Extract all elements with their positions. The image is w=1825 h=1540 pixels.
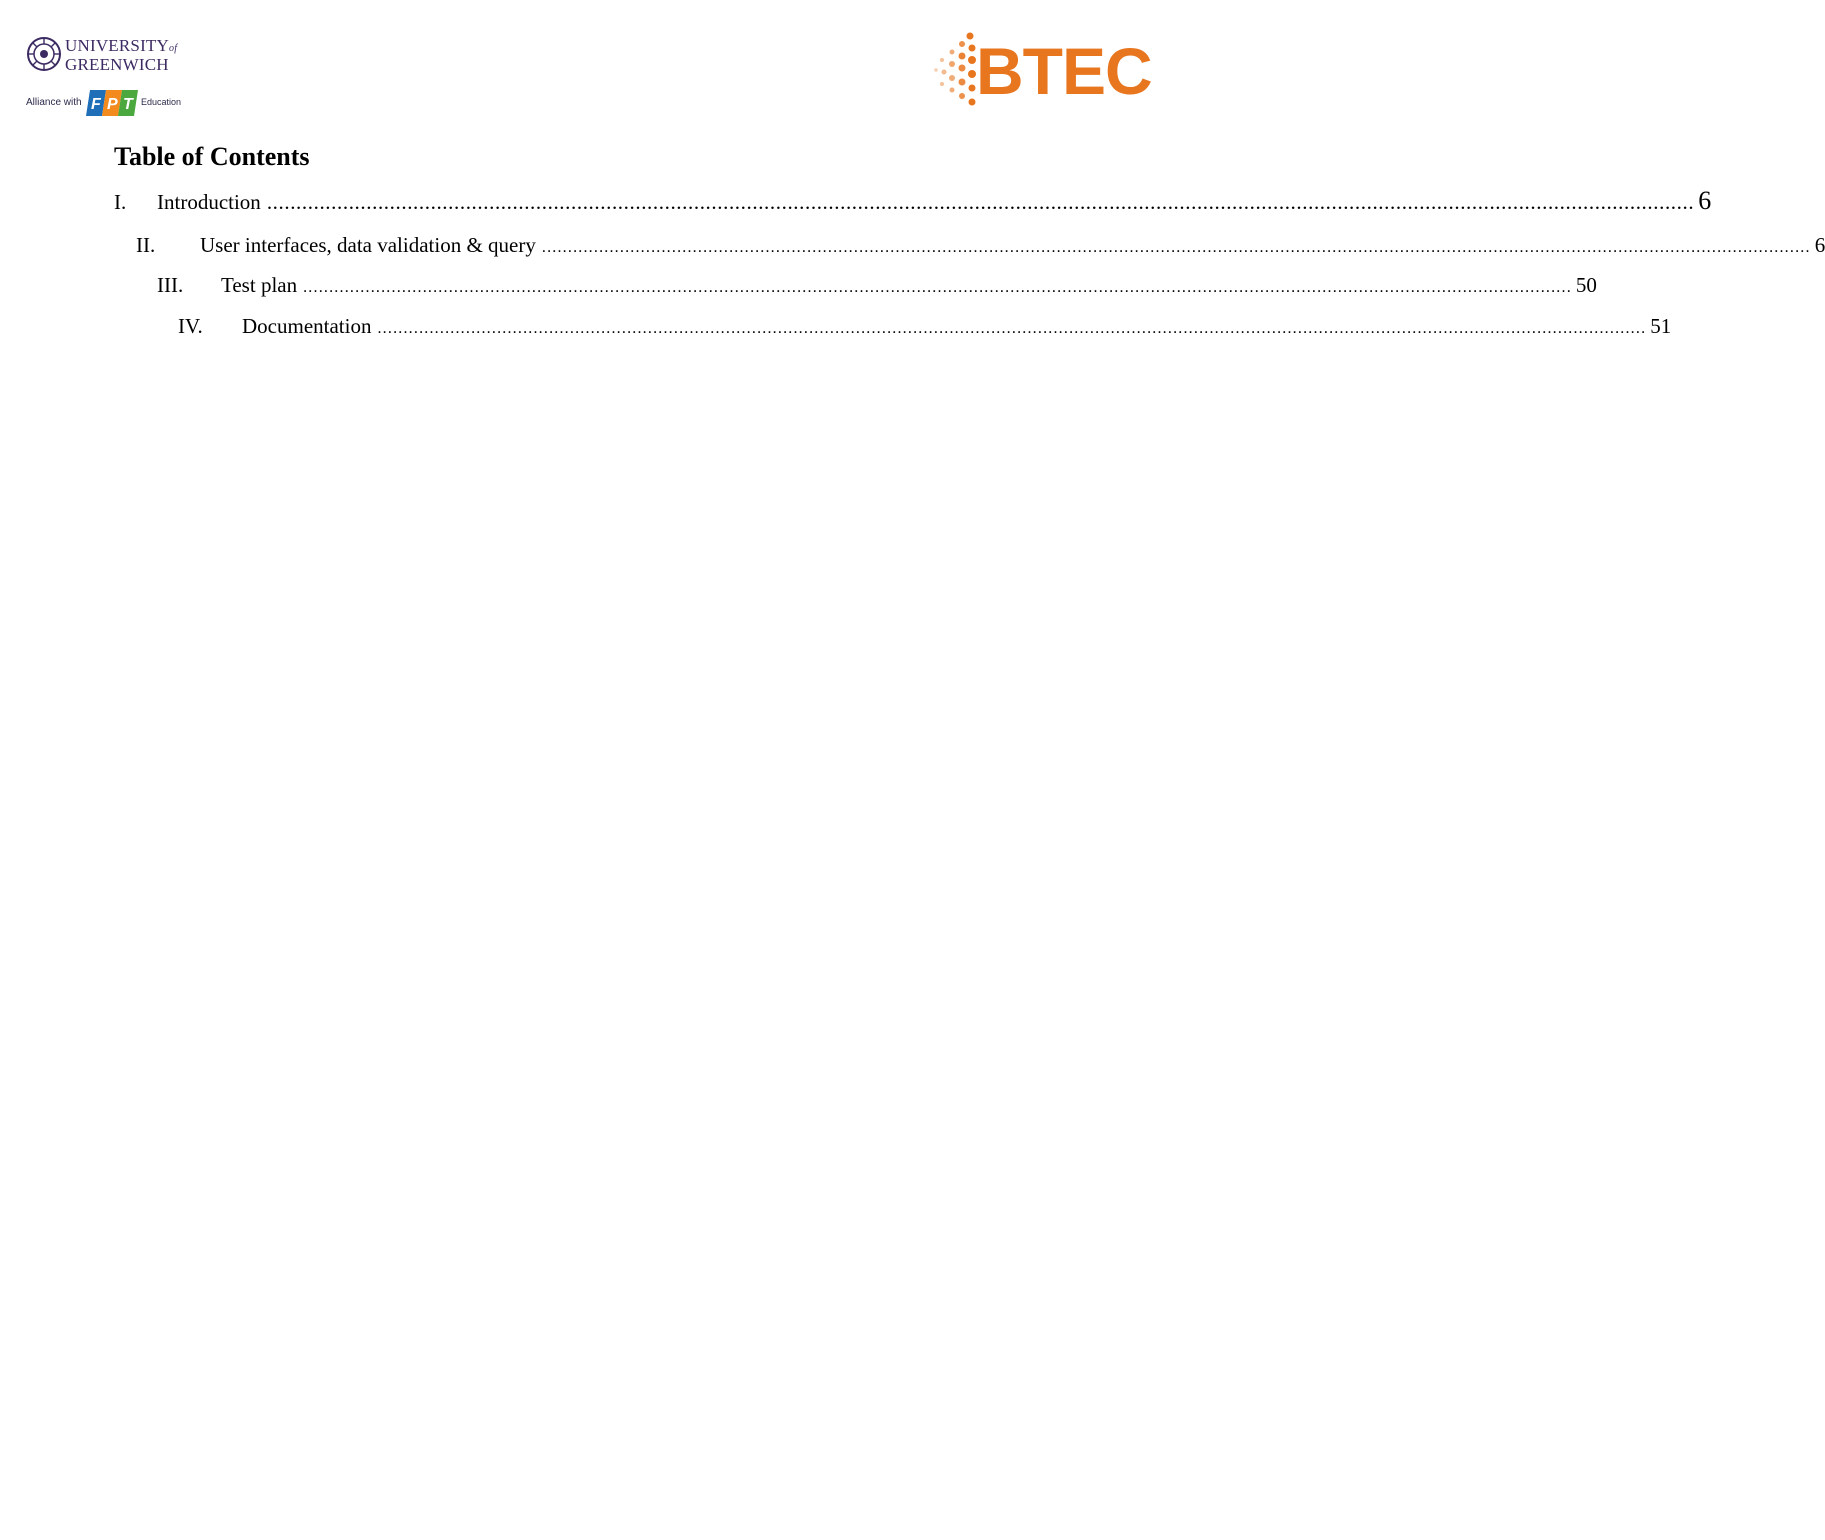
university-of-greenwich-logo	[24, 34, 189, 120]
toc-entry-label: User interfaces, data validation & query	[200, 233, 536, 257]
fpt-alliance	[26, 88, 191, 118]
toc-entry-documentation[interactable]	[178, 313, 1672, 342]
toc-entry-page: 6	[1814, 233, 1825, 257]
toc-entry-number: I.	[114, 190, 127, 214]
svg-text:T: T	[123, 96, 133, 113]
alliance-text: Alliance with	[26, 97, 82, 108]
toc-entry-test-plan[interactable]	[157, 272, 1597, 301]
toc-entry-introduction[interactable]	[114, 186, 1712, 215]
toc-entry-number: III.	[157, 273, 184, 297]
toc-entry-page: 6	[1698, 186, 1712, 215]
toc-entry-label: Introduction	[157, 190, 261, 214]
btec-wordmark: BTEC	[976, 34, 1152, 108]
greenwich-word: GREENWICH	[65, 55, 169, 74]
toc-entry-number: IV.	[178, 314, 203, 338]
education-text: Education	[141, 97, 182, 107]
svg-text:P: P	[107, 96, 118, 113]
toc-entry-page: 51	[1650, 314, 1672, 338]
toc-entry-number: II.	[136, 233, 156, 257]
toc-dot-leader: ....................................................................................................................................................................................................................................................	[541, 239, 1811, 256]
toc-entry-label: Test plan	[221, 273, 298, 297]
of-word: of	[169, 43, 178, 54]
svg-text:F: F	[91, 96, 101, 113]
greenwich-wordmark	[65, 38, 177, 73]
toc-entry-user-interfaces[interactable]	[136, 232, 1825, 261]
fpt-logo-icon	[86, 88, 142, 118]
toc-dot-leader: ....................................................................................................................................................................................................................................................	[377, 320, 1647, 337]
toc-entry-page: 50	[1575, 273, 1597, 297]
toc-dot-leader: ....................................................................................................................................................................................................................................................	[266, 190, 1695, 214]
toc-entry-label: Documentation	[242, 314, 372, 338]
btec-dots-icon	[932, 30, 980, 110]
toc-title: Table of Contents	[114, 142, 310, 171]
toc-dot-leader: ....................................................................................................................................................................................................................................................	[303, 279, 1572, 296]
btec-logo	[932, 30, 1168, 110]
university-word: UNIVERSITY	[65, 36, 169, 55]
greenwich-emblem-icon	[26, 36, 62, 72]
